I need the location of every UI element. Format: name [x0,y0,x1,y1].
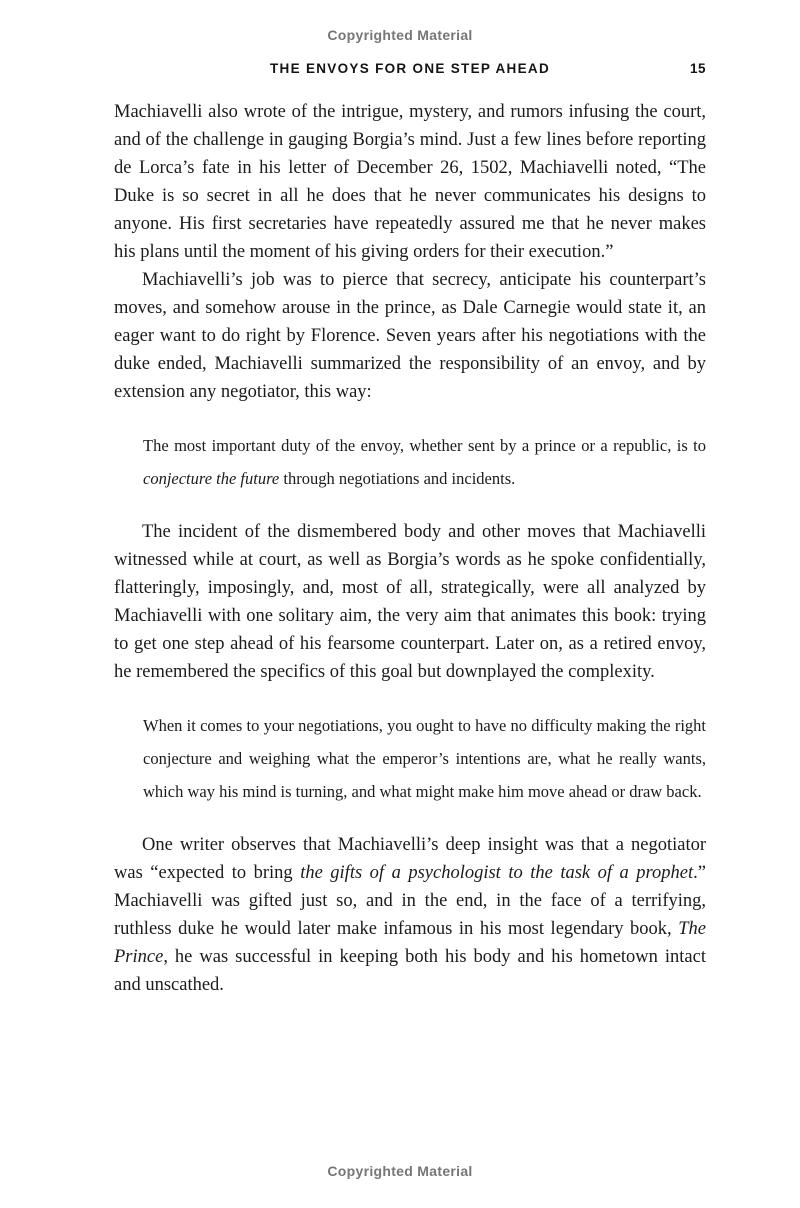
copyright-notice-top: Copyrighted Material [327,27,473,43]
chapter-title: THE ENVOYS FOR ONE STEP AHEAD [270,61,550,76]
paragraph-1: Machiavelli also wrote of the intrigue, mystery, and rumors infusing the court, and of the challenge in gauging Borgia’s mind. Just a few lines before reporting de Lorca’s fate in his letter of December 26, 1502, Machiavelli noted, “The Duke is so secret in all he does that he never communicates his designs to anyone. His first secretaries have repeatedly assured me that he never makes his plans until the moment of his giving orders for their execution.” [114,102,706,262]
block-quote-2: When it comes to your negotiations, you ought to have no difficulty making the right conjecture and weighing what the emperor’s intentions are, what he really wants, which way his mind is turning, and what might make him move ahead or draw back. [143,716,706,801]
paragraph-3: The incident of the dismembered body and other moves that Machiavelli witnessed while at court, as well as Borgia’s words as he spoke confidentially, flatteringly, imposingly, and, most of all, strategically, were all analyzed by Machiavelli with one solitary aim, the very aim that animates this book: trying to get one step ahead of his fearsome counterpart. Later on, as a retired envoy, he remembered the specifics of this goal but downplayed the complexity. [114,522,706,682]
page-body [114,98,706,999]
paragraph-4: One writer observes that Machiavelli’s deep insight was that a negotiator was “expected to bring the gifts of a psychologist to the task of a prophet.” Machiavelli was gifted just so, and in the end, in the face of a terrifying, ruthless duke he would later make infamous in his most legendary book, The Prince, he was successful in keeping both his body and his hometown intact and unscathed. [114,835,706,995]
paragraph-2: Machiavelli’s job was to pierce that secrecy, anticipate his counterpart’s moves, and somehow arouse in the prince, as Dale Carnegie would state it, an eager want to do right by Florence. Seven years after his negotiations with the duke ended, Machiavelli summarized the responsibility of an envoy, and by extension any negotiator, this way: [114,270,706,402]
page-number: 15 [689,61,706,76]
running-header [114,61,706,76]
copyright-notice-bottom: Copyrighted Material [327,1163,473,1179]
block-quote-1: The most important duty of the envoy, whether sent by a prince or a republic, is to conjecture the future through negotiations and incidents. [143,436,706,488]
